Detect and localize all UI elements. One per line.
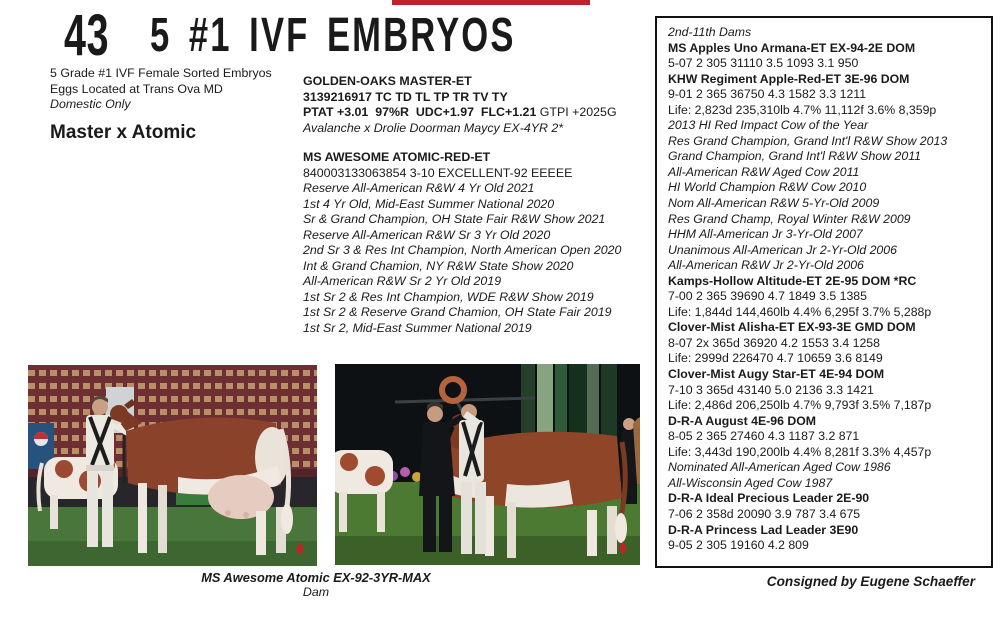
text-line: Clover-Mist Augy Star-ET 4E-94 DOM [668, 367, 885, 382]
text-line: Life: 3,443d 190,200lb 4.4% 8,281f 3.3% 4,457p [668, 444, 932, 459]
text-line: 7-00 2 365 39690 4.7 1849 3.5 1385 [668, 289, 867, 304]
text-line: 8-07 2x 365d 36920 4.2 1553 3.4 1258 [668, 335, 880, 350]
text-line: 9-01 2 365 36750 4.3 1582 3.3 1211 [668, 87, 867, 102]
sire-block [303, 74, 653, 136]
text-line: Life: 2999d 226470 4.7 10659 3.6 8149 [668, 351, 883, 366]
sire-registration: 3139216917 TC TD TL TP TR TV TY [303, 89, 508, 104]
text-line: 2nd-11th Dams [668, 25, 752, 39]
sire-proof-line [303, 105, 653, 121]
consignor-line: Consigned by Eugene Schaeffer [766, 574, 975, 589]
text-line: 5-07 2 305 31110 3.5 1093 3.1 950 [668, 56, 859, 71]
sire-proof-gtpi: GTPI +2025G [536, 105, 617, 119]
text-line: KHW Regiment Apple-Red-ET 3E-96 DOM [668, 71, 910, 86]
text-line: Sr & Grand Champion, OH State Fair R&W Show 2021 [303, 212, 606, 226]
lot-title: 5 #1 IVF EMBRYOS [150, 9, 516, 62]
text-line: 1st Sr 2 & Res Int Champion, WDE R&W Show 2019 [303, 289, 594, 304]
dam-photo-arena [28, 365, 317, 566]
text-line: HI World Champion R&W Cow 2010 [668, 180, 867, 195]
text-line: Grand Champion, Grand Int'l R&W Show 2011 [668, 149, 921, 164]
photo-caption-role: Dam [302, 585, 330, 599]
text-line: Res Grand Champion, Grand Int'l R&W Show 2013 [668, 133, 948, 148]
text-line: All-Wisconsin Aged Cow 1987 [668, 475, 833, 490]
embryo-info-column [50, 66, 295, 144]
text-line: 1st Sr 2, Mid-East Summer National 2019 [303, 320, 532, 335]
text-line: All-American R&W Sr 2 Yr Old 2019 [303, 274, 502, 288]
dam-photo-show-ring [335, 364, 640, 565]
dam-registration: 840003133063854 3-10 EXCELLENT-92 EEEEE [303, 165, 573, 180]
text-line: Kamps-Hollow Altitude-ET 2E-95 DOM *RC [668, 273, 917, 288]
text-line: MS Apples Uno Armana-ET EX-94-2E DOM [668, 40, 916, 55]
show-ring-photo-illustration [335, 364, 640, 565]
embryo-grade-line: 5 Grade #1 IVF Female Sorted Embryos [50, 66, 272, 80]
sire-name: GOLDEN-OAKS MASTER-ET [303, 74, 472, 88]
text-line: Unanimous All-American Jr 2-Yr-Old 2006 [668, 242, 897, 257]
text-line: D-R-A Ideal Precious Leader 2E-90 [668, 491, 870, 506]
text-line: Nominated All-American Aged Cow 1986 [668, 460, 891, 475]
text-line: All-American R&W Jr 2-Yr-Old 2006 [668, 258, 864, 273]
text-line: 1st 4 Yr Old, Mid-East Summer National 2020 [303, 196, 555, 211]
text-line: D-R-A August 4E-96 DOM [668, 413, 817, 428]
dam-show-results [303, 181, 653, 336]
text-line: 7-10 3 365d 43140 5.0 2136 3.3 1421 [668, 382, 874, 397]
photo-caption [118, 570, 514, 599]
text-line: 2013 HI Red Impact Cow of the Year [668, 118, 869, 133]
text-line: Life: 2,486d 206,250lb 4.7% 9,793f 3.5% 7,187p [668, 398, 932, 413]
dam-name: MS AWESOME ATOMIC-RED-ET [303, 150, 491, 164]
text-line: 7-06 2 358d 20090 3.9 787 3.4 675 [668, 506, 861, 521]
photo-caption-name: MS Awesome Atomic EX-92-3YR-MAX [201, 570, 431, 585]
lot-number: 43 [64, 3, 110, 68]
top-red-bar [392, 0, 590, 5]
text-line: All-American R&W Aged Cow 2011 [668, 164, 860, 179]
sire-proof-bold: PTAT +3.01 97%R UDC+1.97 FLC+1.21 [303, 105, 537, 119]
text-line: Res Grand Champ, Royal Winter R&W 2009 [668, 211, 911, 226]
mating-line: Master x Atomic [50, 121, 197, 143]
text-line: Reserve All-American R&W 4 Yr Old 2021 [303, 181, 535, 195]
dams-pedigree-box [655, 16, 993, 568]
text-line: 9-05 2 305 19160 4.2 809 [668, 538, 809, 553]
arena-photo-illustration [28, 365, 317, 566]
text-line: D-R-A Princess Lad Leader 3E90 [668, 522, 859, 537]
pedigree-column [303, 74, 653, 336]
sire-pedigree: Avalanche x Drolie Doorman Maycy EX-4YR 2* [303, 120, 564, 135]
egg-location-line: Eggs Located at Trans Ova MD [50, 81, 223, 96]
dam-block [303, 150, 653, 336]
text-line: Life: 2,823d 235,310lb 4.7% 11,112f 3.6% 8,359p [668, 102, 937, 117]
text-line: 8-05 2 365 27460 4.3 1187 3.2 871 [668, 429, 860, 444]
text-line: Int & Grand Chamion, NY R&W State Show 2020 [303, 258, 574, 273]
text-line: Life: 1,844d 144,460lb 4.4% 6,295f 3.7% 5,288p [668, 304, 932, 319]
text-line: Clover-Mist Alisha-ET EX-93-3E GMD DOM [668, 320, 916, 335]
text-line: Reserve All-American R&W Sr 3 Yr Old 2020 [303, 227, 551, 242]
domestic-only-line: Domestic Only [50, 97, 131, 111]
text-line: Nom All-American R&W 5-Yr-Old 2009 [668, 196, 880, 211]
text-line: 2nd Sr 3 & Res Int Champion, North American Open 2020 [303, 243, 622, 257]
text-line: HHM All-American Jr 3-Yr-Old 2007 [668, 227, 863, 242]
text-line: 1st Sr 2 & Reserve Grand Chamion, OH State Fair 2019 [303, 305, 612, 319]
